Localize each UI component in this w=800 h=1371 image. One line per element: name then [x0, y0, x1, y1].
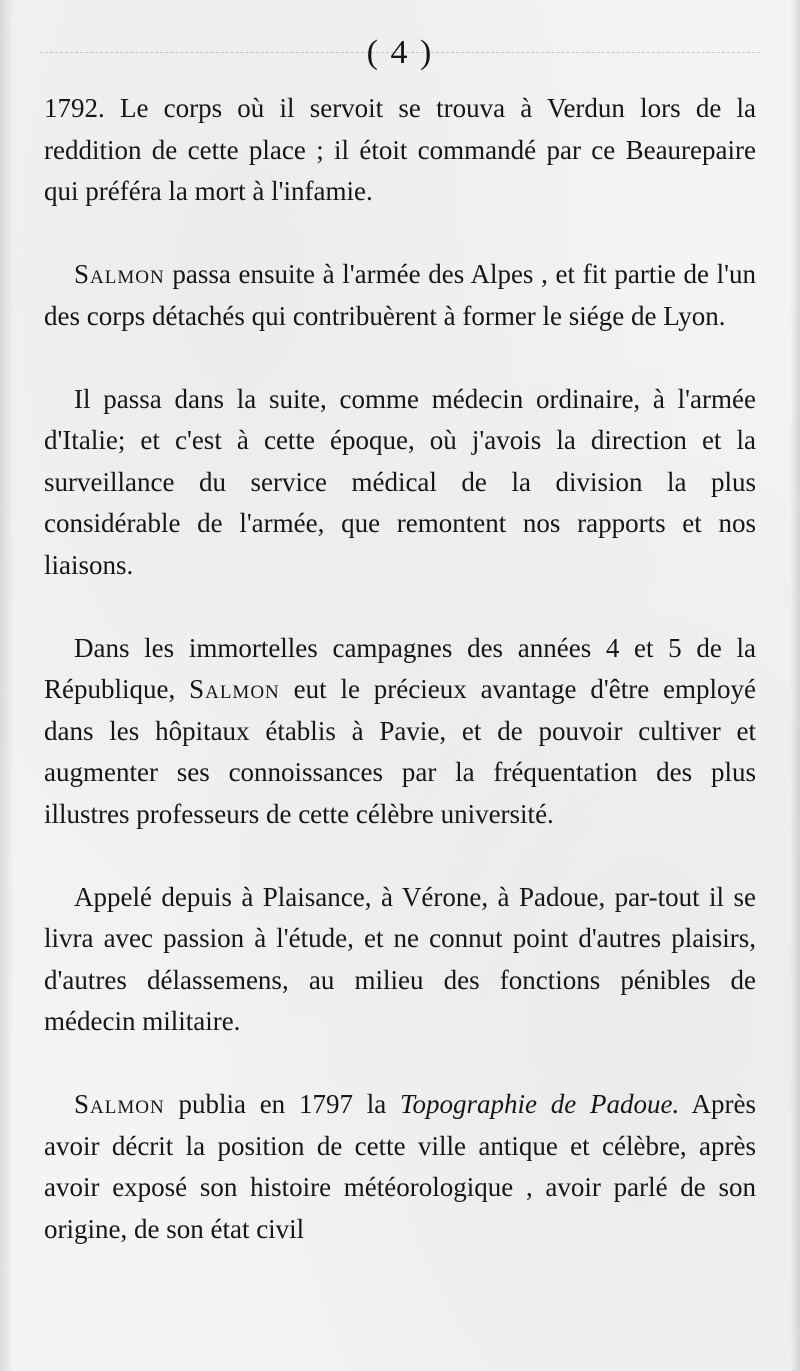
- paragraph-4: [44, 628, 756, 836]
- page-edge-shadow-left: [0, 0, 14, 1371]
- paragraph-5: Appelé depuis à Plaisance, à Vérone, à Padoue, par-tout il se livra avec passion à l'étude, et ne connut point d'autres plaisirs, d'autres délassemens, au milieu des fonctions pénibles de médecin militaire.: [44, 881, 756, 1036]
- paragraph-6-after: Après avoir décrit la position de cette ville antique et célèbre, après avoir exposé son histoire météorologique , avoir parlé de son origine, de son état civil: [44, 1089, 756, 1244]
- paragraph-3: Il passa dans la suite, comme médecin ordinaire, à l'armée d'Italie; et c'est à cette époque, où j'avois la direction et la surveillance du service médical de la division la plus considérable de l'armée, que remontent nos rapports et nos liaisons.: [44, 383, 756, 580]
- book-title: Topographie de Padoue.: [399, 1089, 680, 1119]
- page-number: ( 4 ): [366, 34, 434, 71]
- paragraph-4-after: eut le précieux avantage d'être employé dans les hôpitaux établis à Pavie, et de pouvoir cultiver et augmenter ses connoissances par la fréquentation des plus illustres professeurs de cette célèbre université.: [44, 674, 756, 829]
- person-name: Salmon: [74, 259, 165, 289]
- person-name: Salmon: [189, 674, 280, 704]
- page-edge-shadow-right: [790, 0, 800, 1371]
- paragraph-1: 1792. Le corps où il servoit se trouva à Verdun lors de la reddition de cette place ; il étoit commandé par ce Beaurepaire qui préféra la mort à l'infamie.: [44, 93, 756, 206]
- body-text: [44, 88, 756, 1250]
- paragraph-6-before: publia en 1797 la: [164, 1089, 400, 1119]
- person-name: Salmon: [74, 1089, 165, 1119]
- paragraph-2: [44, 254, 756, 337]
- paragraph-4-before: Dans les immortelles campagnes des années 4 et 5 de la République,: [44, 632, 756, 704]
- paragraph-2-text: passa ensuite à l'armée des Alpes , et fit partie de l'un des corps détachés qui contribuèrent à former le siége de Lyon.: [44, 259, 756, 331]
- paragraph-6: [44, 1084, 756, 1250]
